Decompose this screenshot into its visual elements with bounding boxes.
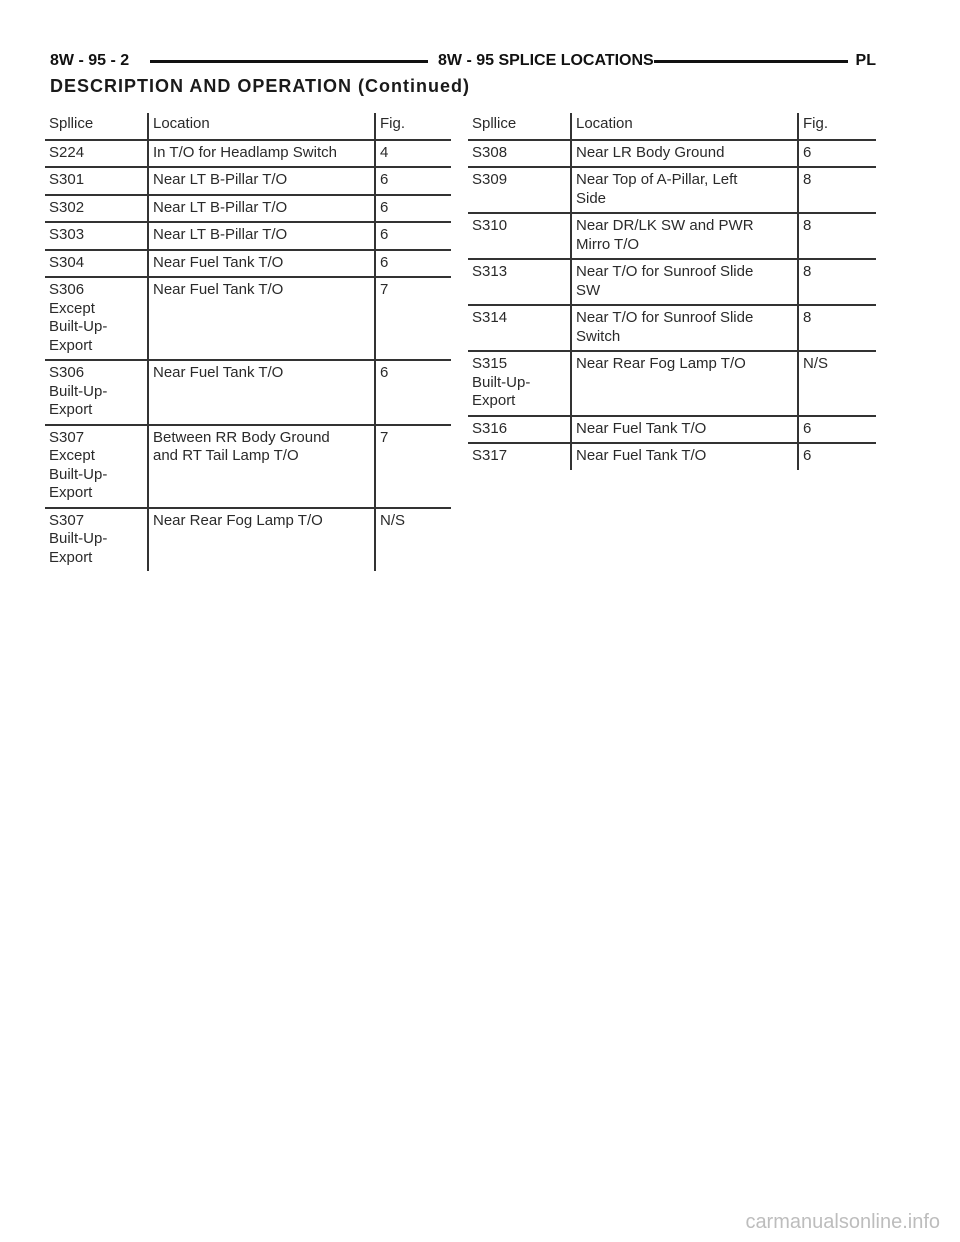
table-row [468,305,876,351]
fig-cell: N/S [380,511,406,529]
table-row [468,213,876,259]
splice-id-cell: S303 [45,222,148,250]
site-watermark: carmanualsonline.info [745,1211,940,1233]
location-cell: Near Fuel Tank T/O [148,250,375,278]
location-cell: Near LT B-Pillar T/O [148,222,375,250]
model-code: PL [856,50,876,72]
column-header-location: Location [571,113,798,140]
location-cell: Near T/O for Sunroof Slide Switch [571,305,798,351]
fig-cell: 6 [803,447,812,464]
fig-cell: 7 [375,277,451,360]
fig-cell: 6 [798,140,876,168]
fig-cell: 6 [798,416,876,444]
table-row [468,259,876,305]
splice-id-cell: S224 [45,140,148,168]
splice-id-cell: S307 Except Built-Up- Export [45,425,148,508]
splice-id-cell: S309 [468,167,571,213]
splice-id-cell: S313 [468,259,571,305]
location-cell: Near Rear Fog Lamp T/O [148,508,375,572]
location-cell: Near LT B-Pillar T/O [148,167,375,195]
splice-id-cell: S302 [45,195,148,223]
table-row [45,277,451,360]
table-row [45,222,451,250]
table-row [468,416,876,444]
splice-id-cell: S301 [45,167,148,195]
fig-cell: 8 [798,213,876,259]
table-body [468,140,876,470]
fig-cell: 8 [798,259,876,305]
table-header-row [468,113,876,140]
splice-id-cell: S310 [468,213,571,259]
location-cell: Between RR Body Ground and RT Tail Lamp T/O [148,425,375,508]
page-number: 8W - 95 - 2 [50,50,129,72]
location-cell: Near LT B-Pillar T/O [148,195,375,223]
table-row [468,351,876,416]
location-cell: Near DR/LK SW and PWR Mirro T/O [571,213,798,259]
table-row [45,195,451,223]
fig-cell: 7 [375,425,451,508]
fig-cell: 8 [798,305,876,351]
page-header [50,50,876,72]
fig-cell: 4 [375,140,451,168]
column-header-fig: Fig. [375,113,451,140]
location-cell: Near LR Body Ground [571,140,798,168]
table-row [45,250,451,278]
location-cell: Near Fuel Tank T/O [571,416,798,444]
column-header-splice: Spllice [468,113,571,140]
table-row [468,167,876,213]
section-title: DESCRIPTION AND OPERATION (Continued) [50,76,470,96]
splice-id-cell: S314 [468,305,571,351]
splice-id-cell: S317 [468,443,571,470]
table-row [468,443,876,470]
table-header-row [45,113,451,140]
table-row [45,508,451,572]
splice-id-cell: S308 [468,140,571,168]
table-row [45,360,451,425]
fig-cell: 6 [375,167,451,195]
fig-cell: 6 [375,222,451,250]
fig-cell: 8 [798,167,876,213]
location-cell: Near Rear Fog Lamp T/O [571,351,798,416]
fig-cell: 6 [375,195,451,223]
fig-cell: N/S [798,351,876,416]
chapter-title: 8W - 95 SPLICE LOCATIONS [438,50,654,72]
column-header-location: Location [148,113,375,140]
splice-id-cell: S306 Except Built-Up- Export [45,277,148,360]
location-cell: Near Top of A-Pillar, Left Side [571,167,798,213]
splice-table-right [468,113,876,470]
splice-id-cell: S307 Built-Up- Export [45,508,148,572]
column-header-fig: Fig. [798,113,876,140]
header-rule-left [150,60,428,63]
location-cell: Near Fuel Tank T/O [148,277,375,360]
splice-id-cell: S306 Built-Up- Export [45,360,148,425]
table-row [45,167,451,195]
splice-id-cell: S315 Built-Up- Export [468,351,571,416]
table-row [45,425,451,508]
table-row [45,140,451,168]
table-body [45,140,451,572]
splice-id-cell: S316 [468,416,571,444]
splice-table-left [45,113,451,571]
splice-id-cell: S304 [45,250,148,278]
location-cell: In T/O for Headlamp Switch [148,140,375,168]
table-row [468,140,876,168]
location-cell: Near T/O for Sunroof Slide SW [571,259,798,305]
location-cell: Near Fuel Tank T/O [571,443,798,470]
fig-cell: 6 [375,250,451,278]
column-header-splice: Spllice [45,113,148,140]
location-cell: Near Fuel Tank T/O [148,360,375,425]
fig-cell: 6 [375,360,451,425]
